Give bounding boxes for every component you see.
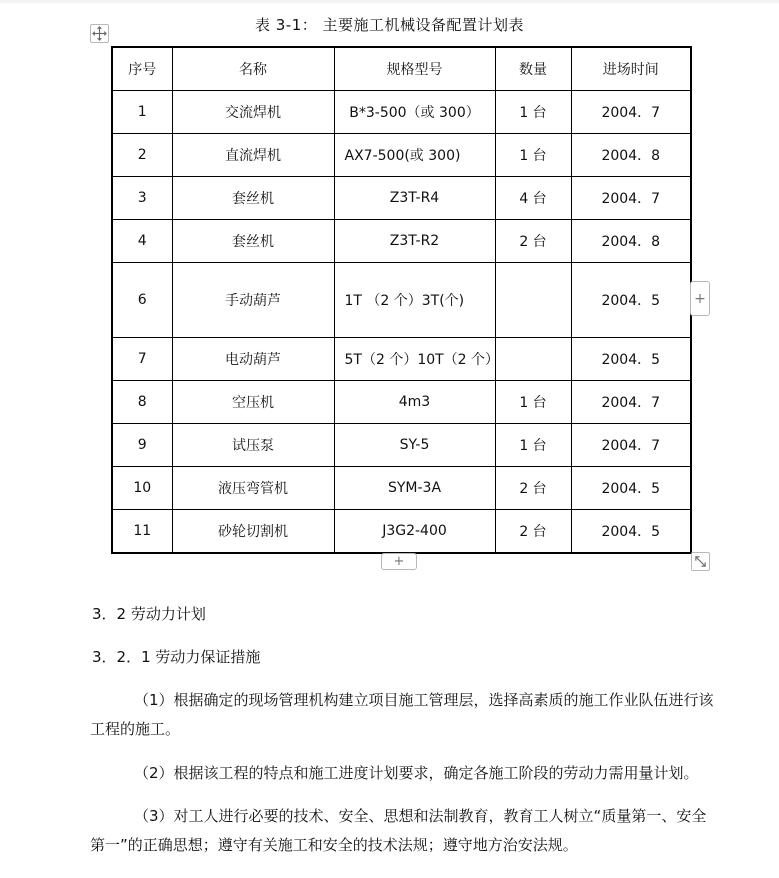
table-cell[interactable]: 1 台 bbox=[495, 91, 571, 134]
table-cell[interactable]: 手动葫芦 bbox=[172, 263, 334, 338]
table-row bbox=[112, 177, 691, 220]
equipment-table bbox=[111, 46, 692, 554]
table-cell[interactable]: 液压弯管机 bbox=[172, 467, 334, 510]
table-cell[interactable]: AX7-500(或 300) bbox=[334, 134, 495, 177]
table-cell[interactable]: 4m3 bbox=[334, 381, 495, 424]
table-cell[interactable]: 套丝机 bbox=[172, 220, 334, 263]
add-column-button[interactable] bbox=[690, 281, 710, 316]
table-cell[interactable]: 砂轮切割机 bbox=[172, 510, 334, 554]
add-row-button[interactable] bbox=[381, 553, 417, 570]
header-cell[interactable]: 进场时间 bbox=[571, 47, 691, 91]
table-cell[interactable]: 11 bbox=[112, 510, 172, 554]
header-cell[interactable]: 规格型号 bbox=[334, 47, 495, 91]
table-header-row bbox=[112, 47, 691, 91]
table-cell[interactable]: 2004．7 bbox=[571, 177, 691, 220]
table-cell[interactable]: 2004．8 bbox=[571, 220, 691, 263]
table-row bbox=[112, 263, 691, 338]
table-cell[interactable]: 7 bbox=[112, 338, 172, 381]
table-cell[interactable]: 1 台 bbox=[495, 134, 571, 177]
table-cell[interactable]: 2004．8 bbox=[571, 134, 691, 177]
table-cell[interactable] bbox=[495, 263, 571, 338]
table-cell[interactable]: 3 bbox=[112, 177, 172, 220]
table-cell[interactable]: 2 bbox=[112, 134, 172, 177]
table-cell[interactable]: 1 bbox=[112, 91, 172, 134]
table-cell[interactable]: B*3-500（或 300） bbox=[334, 91, 495, 134]
table-caption: 表 3-1： 主要施工机械设备配置计划表 bbox=[254, 16, 525, 34]
table-cell[interactable]: 2004．7 bbox=[571, 381, 691, 424]
table-cell[interactable]: 6 bbox=[112, 263, 172, 338]
table-cell[interactable]: Z3T-R4 bbox=[334, 177, 495, 220]
table-row bbox=[112, 467, 691, 510]
table-cell[interactable]: 2 台 bbox=[495, 510, 571, 554]
table-row bbox=[112, 381, 691, 424]
table-cell[interactable]: 4 bbox=[112, 220, 172, 263]
table-cell[interactable]: 2004．5 bbox=[571, 467, 691, 510]
header-cell[interactable]: 序号 bbox=[112, 47, 172, 91]
table-row bbox=[112, 134, 691, 177]
table-cell[interactable]: 2004．7 bbox=[571, 424, 691, 467]
paragraph: （2）根据该工程的特点和施工进度计划要求，确定各施工阶段的劳动力需用量计划。 bbox=[134, 764, 699, 782]
table-cell[interactable]: 2 台 bbox=[495, 220, 571, 263]
paragraph: （3）对工人进行必要的技术、安全、思想和法制教育，教育工人树立“质量第一、安全第一”的正确思想；遵守有关施工和安全的技术法规；遵守地方治安法规。 bbox=[90, 807, 707, 854]
page-top-edge bbox=[0, 0, 779, 3]
table-cell[interactable] bbox=[495, 338, 571, 381]
paragraph: （1）根据确定的现场管理机构建立项目施工管理层，选择高素质的施工作业队伍进行该工程的施工。 bbox=[90, 691, 714, 738]
table-cell[interactable]: 试压泵 bbox=[172, 424, 334, 467]
table-cell[interactable]: 电动葫芦 bbox=[172, 338, 334, 381]
table-cell[interactable]: Z3T-R2 bbox=[334, 220, 495, 263]
plus-icon: + bbox=[694, 290, 706, 307]
table-cell[interactable]: 1 台 bbox=[495, 381, 571, 424]
table-cell[interactable]: 2 台 bbox=[495, 467, 571, 510]
table-cell[interactable]: 9 bbox=[112, 424, 172, 467]
table-cell[interactable]: J3G2-400 bbox=[334, 510, 495, 554]
table-cell[interactable]: SY-5 bbox=[334, 424, 495, 467]
table-resize-handle[interactable] bbox=[691, 552, 710, 571]
subsection-heading: 3．2．1 劳动力保证措施 bbox=[92, 648, 261, 666]
header-cell[interactable]: 数量 bbox=[495, 47, 571, 91]
table-cell[interactable]: 空压机 bbox=[172, 381, 334, 424]
table-cell[interactable]: 8 bbox=[112, 381, 172, 424]
plus-icon: + bbox=[393, 554, 405, 569]
resize-icon bbox=[694, 555, 707, 568]
table-cell[interactable]: 5T（2 个）10T（2 个） bbox=[334, 338, 495, 381]
section-heading: 3．2 劳动力计划 bbox=[92, 605, 206, 623]
table-cell[interactable]: 2004．7 bbox=[571, 91, 691, 134]
table-row bbox=[112, 220, 691, 263]
table-cell[interactable]: 2004．5 bbox=[571, 263, 691, 338]
header-cell[interactable]: 名称 bbox=[172, 47, 334, 91]
table-cell[interactable]: SYM-3A bbox=[334, 467, 495, 510]
table-row bbox=[112, 424, 691, 467]
table-cell[interactable]: 1T （2 个）3T(个) bbox=[334, 263, 495, 338]
table-cell[interactable]: 直流焊机 bbox=[172, 134, 334, 177]
table-cell[interactable]: 10 bbox=[112, 467, 172, 510]
table-cell[interactable]: 交流焊机 bbox=[172, 91, 334, 134]
table-cell[interactable]: 2004．5 bbox=[571, 510, 691, 554]
table-cell[interactable]: 套丝机 bbox=[172, 177, 334, 220]
table-row bbox=[112, 338, 691, 381]
table-cell[interactable]: 1 台 bbox=[495, 424, 571, 467]
table-cell[interactable]: 2004．5 bbox=[571, 338, 691, 381]
table-row bbox=[112, 510, 691, 554]
table-cell[interactable]: 4 台 bbox=[495, 177, 571, 220]
table-row bbox=[112, 91, 691, 134]
